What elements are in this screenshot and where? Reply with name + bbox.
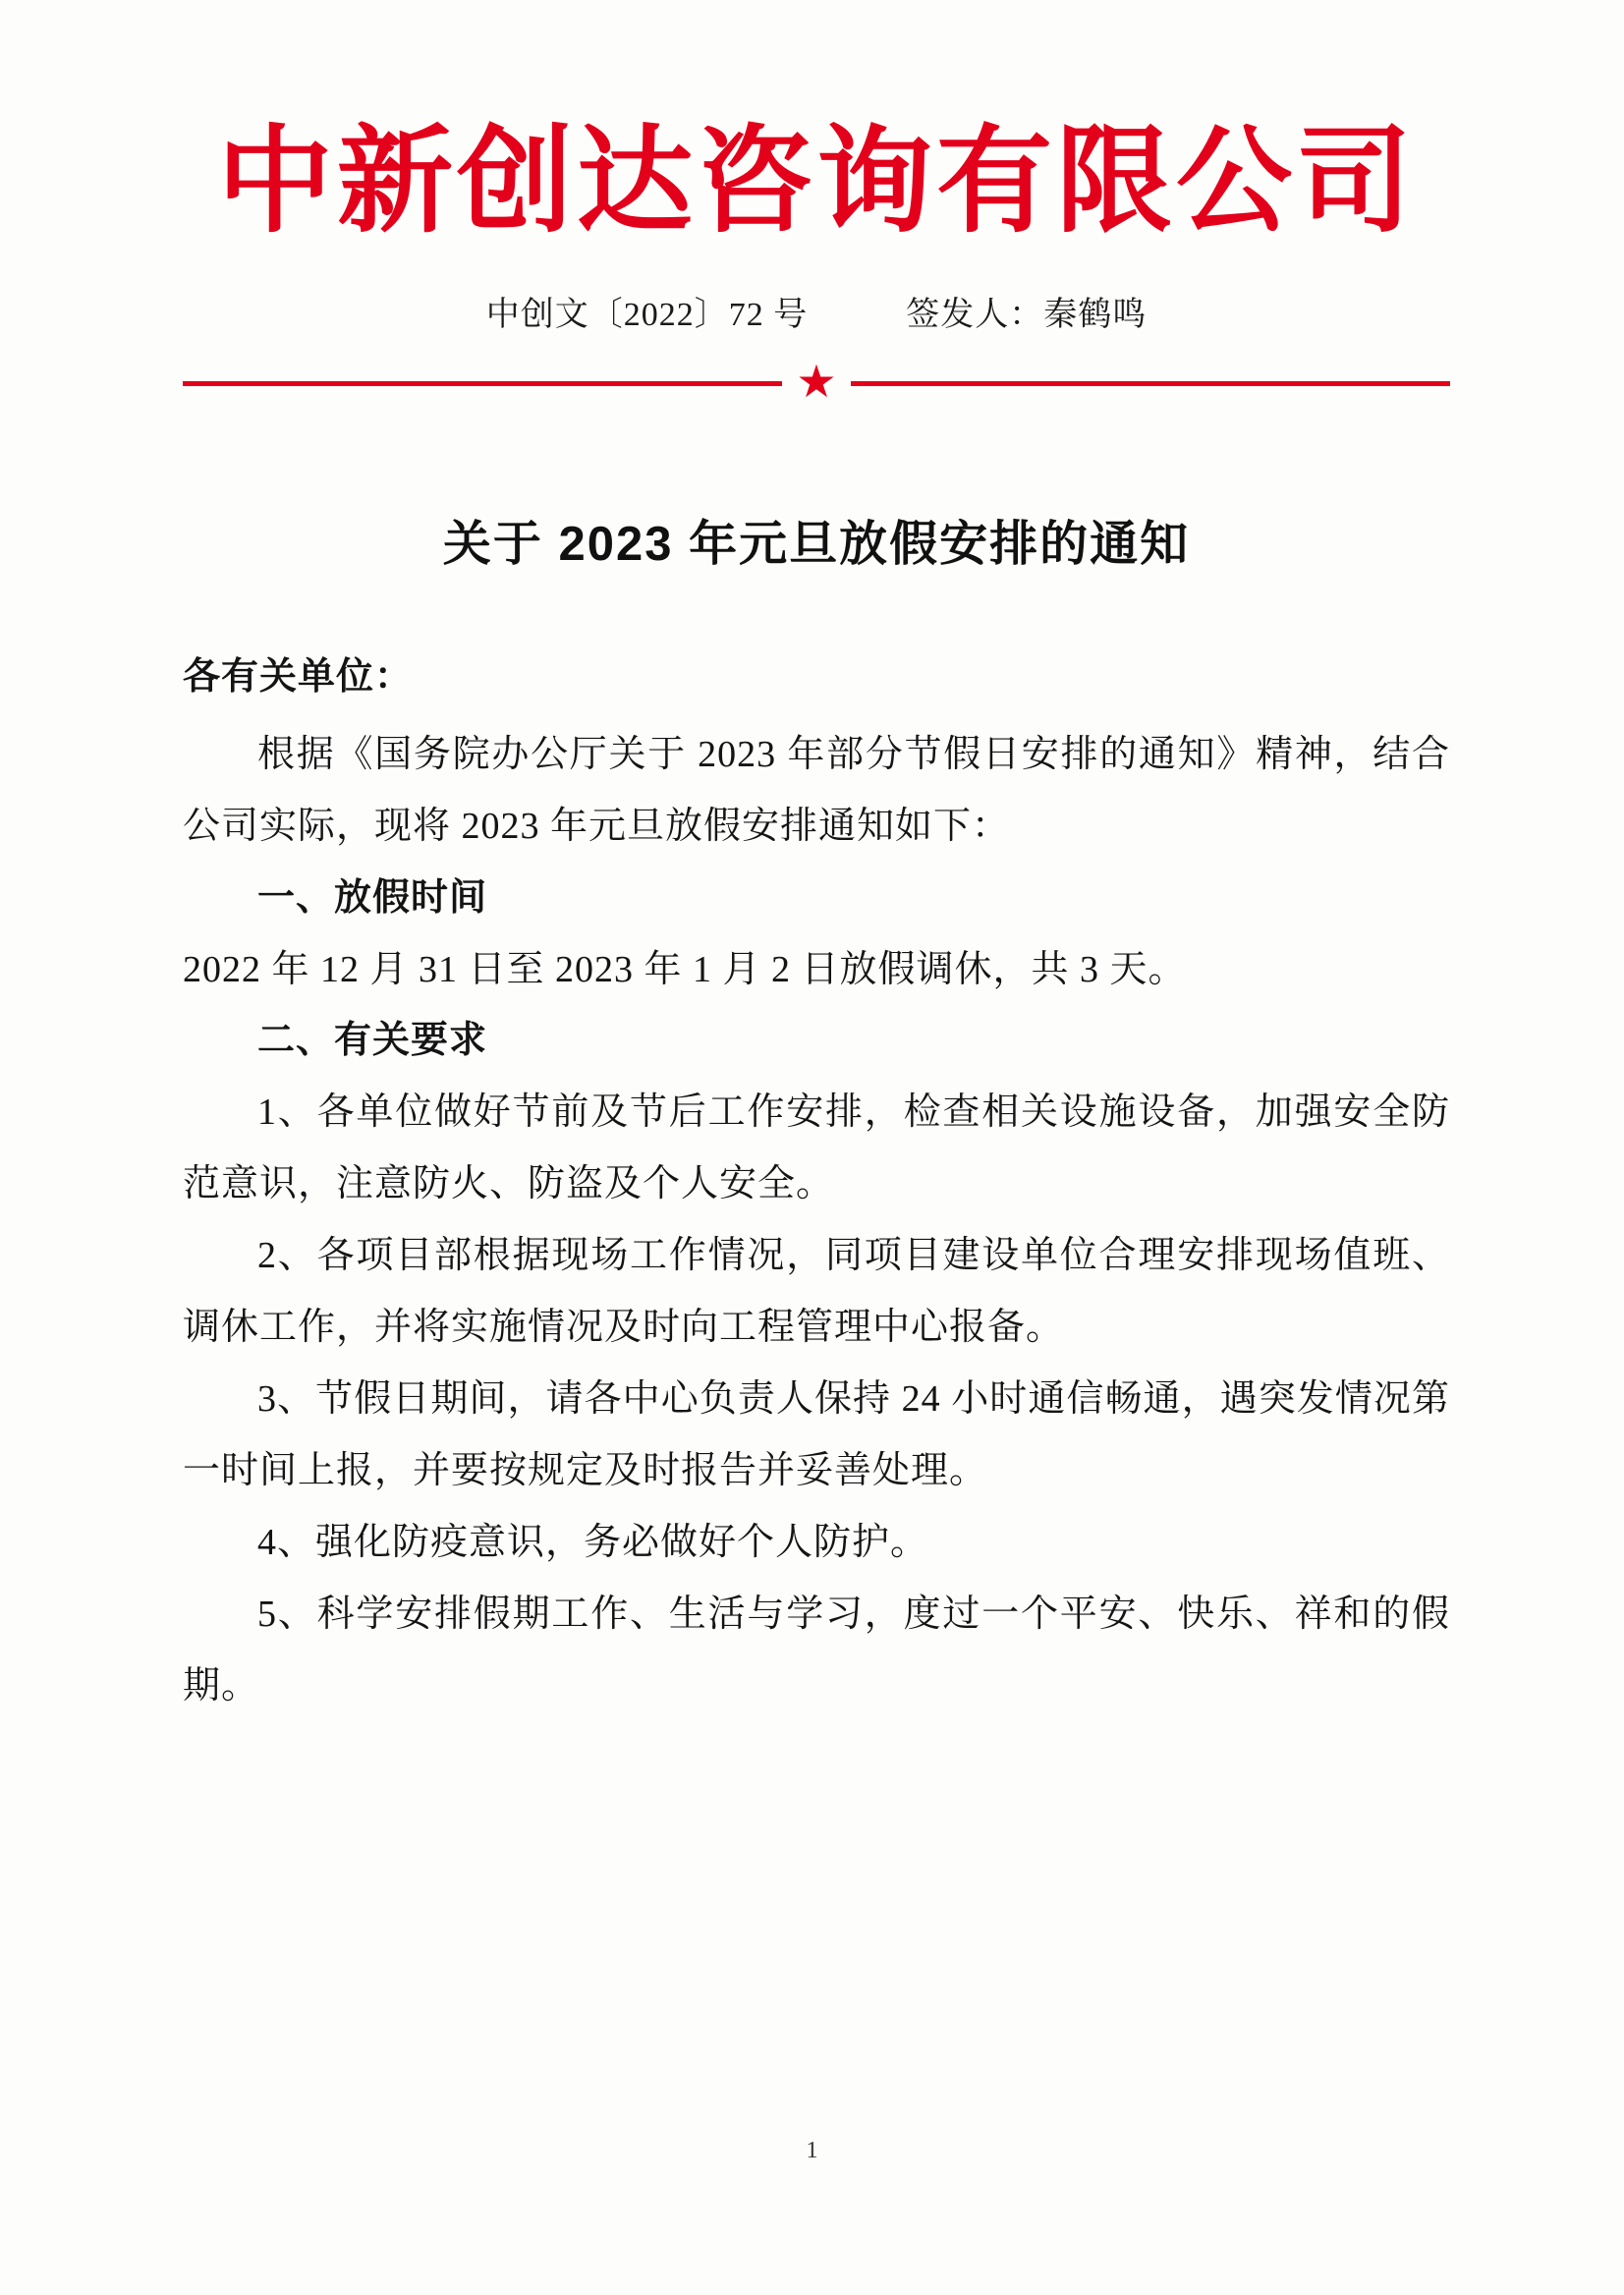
salutation: 各有关单位： (183, 655, 414, 698)
body-list-item-1: 1、各单位做好节前及节后工作安排，检查相关设施设备，加强安全防范意识，注意防火、防盗及个人安全。 (183, 1092, 1450, 1205)
letterhead (183, 116, 1450, 407)
rule-left-bar (183, 381, 782, 386)
body-list-item-3: 3、节假日期间，请各中心负责人保持 24 小时通信畅通，遇突发情况第一时间上报，并要按规定及时报告并妥善处理。 (183, 1378, 1450, 1492)
document-title: 关于 2023 年元旦放假安排的通知 (442, 517, 1191, 571)
body-list-item-5: 5、科学安排假期工作、生活与学习，度过一个平安、快乐、祥和的假期。 (183, 1594, 1450, 1707)
organization-title: 中新创达咨询有限公司 (216, 117, 1416, 247)
body-paragraph-1: 根据《国务院办公厅关于 2023 年部分节假日安排的通知》精神，结合公司实际，现将 2023 年元旦放假安排通知如下： (183, 733, 1450, 847)
red-star-icon: ★ (796, 356, 837, 407)
page-content (183, 0, 1450, 1722)
rule-right-bar (851, 381, 1450, 386)
section-heading-1: 一、放假时间 (257, 876, 488, 919)
document-number: 中创文〔2022〕72 号 (485, 296, 809, 333)
page-number: 1 (806, 2138, 818, 2163)
body-list-item-4: 4、强化防疫意识，务必做好个人防护。 (257, 1522, 929, 1564)
section-heading-2: 二、有关要求 (257, 1020, 488, 1062)
document-body (183, 642, 1450, 1722)
document-signer: 签发人：秦鹤鸣 (906, 296, 1148, 333)
body-paragraph-2: 2022 年 12 月 31 日至 2023 年 1 月 2 日放假调休，共 3 天。 (183, 948, 1187, 990)
document-meta (183, 287, 1450, 335)
body-list-item-2: 2、各项目部根据现场工作情况，同项目建设单位合理安排现场值班、调休工作，并将实施情况及时向工程管理中心报备。 (183, 1235, 1450, 1349)
red-separator-rule (183, 356, 1450, 407)
